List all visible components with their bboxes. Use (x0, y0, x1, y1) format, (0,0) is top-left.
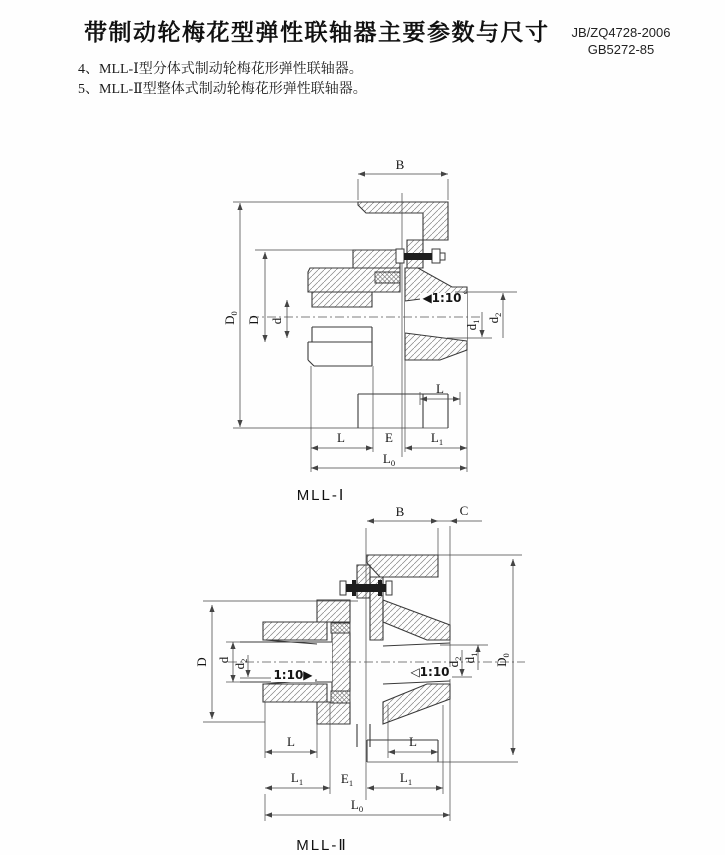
hatched-section (263, 622, 327, 640)
hatched-section (358, 202, 448, 240)
dimension-label: $D_0$ (222, 311, 239, 325)
figure-mll-2-section (194, 503, 525, 854)
dimension-label: $d_2$ (446, 656, 463, 668)
bolt-nut (432, 249, 440, 263)
bolt-shaft (352, 580, 356, 596)
bolt-shaft (378, 580, 382, 596)
bolt-shaft (404, 253, 432, 260)
dimension-label: B (395, 157, 405, 172)
hatched-section (353, 250, 400, 268)
dimension-label: L (337, 430, 345, 445)
dimension-label: L (436, 381, 444, 396)
dimension-label: $L_0$ (350, 797, 364, 814)
dimension-label: $L_1$ (290, 770, 304, 787)
hatched-section (263, 684, 327, 702)
hatched-section (312, 292, 372, 307)
dimension-label: $L_0$ (382, 451, 396, 468)
dimension-label: d (269, 317, 284, 325)
taper-ratio-label: ◀1:10 (422, 291, 462, 305)
elastomer-spider-section (331, 623, 350, 633)
bolt-nut (386, 581, 392, 595)
dimension-label: $d_2$ (232, 658, 249, 670)
hatched-section (357, 565, 370, 598)
dimension-label: B (395, 504, 405, 519)
note-item-4: 4、MLL-Ⅰ型分体式制动轮梅花形弹性联轴器。 (78, 62, 363, 77)
figure-caption: MLL-Ⅰ (296, 487, 346, 504)
dimension-label: $E_1$ (340, 771, 354, 788)
hatched-section (383, 684, 450, 724)
dimension-label: D (246, 315, 261, 325)
dimension-label: $L_1$ (430, 430, 444, 447)
standard-gb: GB5272-85 (587, 42, 655, 57)
dimension-label: $d_2$ (486, 312, 503, 324)
dimension-label: $L_1$ (399, 770, 413, 787)
dimension-label: $d_1$ (464, 319, 481, 331)
dimension-label: D (194, 657, 209, 667)
dimension-label: C (459, 503, 469, 518)
bolt-nut (340, 581, 346, 595)
dimension-label: d (216, 656, 231, 664)
note-item-5: 5、MLL-Ⅱ型整体式制动轮梅花形弹性联轴器。 (78, 82, 367, 97)
dimension-label: $D_0$ (494, 653, 511, 667)
figure-mll-1-section (222, 157, 517, 504)
taper-ratio-label: ◁1:10 (410, 665, 450, 679)
bolt-nut (396, 249, 404, 263)
hatched-section (367, 555, 438, 577)
hatched-section (317, 600, 350, 622)
standard-jb: JB/ZQ4728-2006 (571, 25, 671, 40)
dimension-label: L (409, 734, 417, 749)
elastomer-spider-section (331, 691, 350, 703)
dimension-label: L (287, 734, 295, 749)
page-title: 带制动轮梅花型弹性联轴器主要参数与尺寸 (84, 19, 550, 45)
elastomer-spider-section (375, 272, 400, 283)
hatched-section (383, 600, 450, 640)
taper-ratio-label: 1:10▶ (273, 668, 313, 682)
dimension-label: E (385, 430, 393, 445)
figure-caption: MLL-Ⅱ (296, 837, 348, 854)
dimension-label: $d_1$ (462, 652, 479, 664)
hatched-section (317, 702, 350, 724)
bolt-nut (440, 253, 445, 260)
